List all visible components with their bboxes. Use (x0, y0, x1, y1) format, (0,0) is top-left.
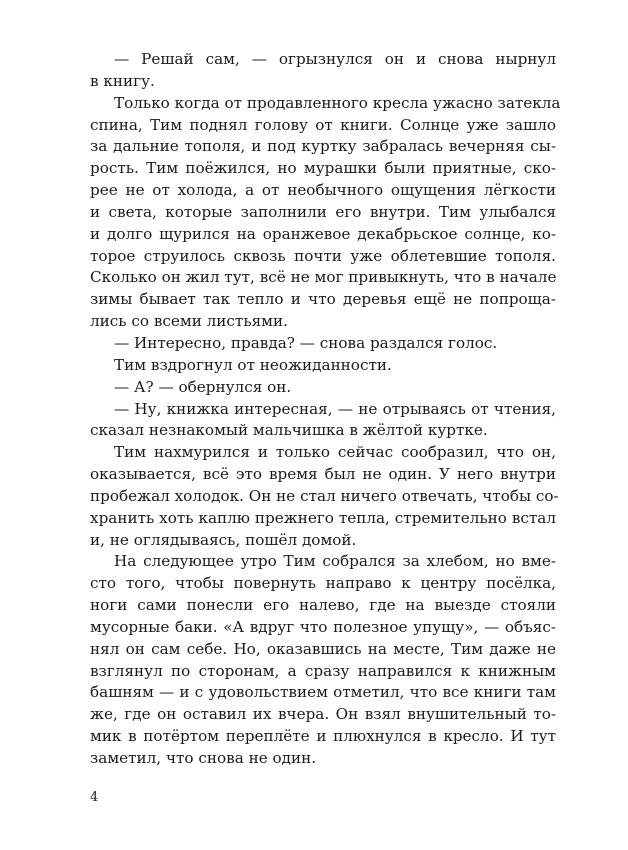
text-line: спина, Тим поднял голову от книги. Солнце уже зашло (90, 115, 556, 134)
text-line: На следующее утро Тим собрался за хлебом, но вме- (114, 552, 556, 571)
text-line: рее не от холода, а от необычного ощущения лёгкости (90, 181, 556, 200)
text-line: Только когда от продавленного кресла ужасно затекла (114, 93, 561, 112)
text-line: и долго щурился на оранжевое декабрьское солнце, ко- (90, 224, 556, 243)
text-line: в книгу. (90, 71, 155, 90)
text-line: зимы бывает так тепло и что деревья ещё не попроща- (90, 290, 556, 309)
text-line: нял он сам себе. Но, оказавшись на месте, Тим даже не (90, 639, 556, 658)
text-line: сказал незнакомый мальчишка в жёлтой куртке. (90, 421, 488, 440)
page-number: 4 (90, 790, 99, 805)
text-line: Сколько он жил тут, всё не мог привыкнуть, что в начале (90, 268, 557, 287)
text-line: и света, которые заполнили его внутри. Тим улыбался (90, 202, 556, 221)
text-line: за дальние тополя, и под куртку забралась вечерняя сы- (90, 137, 556, 156)
text-line: — Решай сам, — огрызнулся он и снова нырнул (114, 50, 556, 68)
text-line: Тим вздрогнул от неожиданности. (114, 355, 392, 374)
text-line: Тим нахмурился и только сейчас сообразил, что он, (114, 443, 556, 462)
text-line: рость. Тим поёжился, но мурашки были приятные, ско- (90, 159, 556, 178)
text-line: же, где он оставил их вчера. Он взял внушительный то- (90, 705, 556, 724)
text-line: мусорные баки. «А вдруг что полезное упущу», — объяс- (90, 617, 556, 636)
text-line: заметил, что снова не один. (90, 749, 317, 767)
text-line: мик в потёртом переплёте и плюхнулся в кресло. И тут (90, 727, 556, 746)
text-line: — Интересно, правда? — снова раздался голос. (114, 333, 498, 352)
text-line: и, не оглядываясь, пошёл домой. (90, 530, 357, 549)
text-line: оказывается, всё это время был не один. У него внутри (90, 465, 556, 484)
page-body (90, 49, 561, 770)
text-line: — А? — обернулся он. (114, 377, 292, 396)
text-line: хранить хоть каплю прежнего тепла, стремительно встал (90, 508, 556, 527)
text-line: ноги сами понесли его налево, где на выезде стояли (90, 596, 556, 615)
text-line: лись со всеми листьями. (90, 312, 288, 331)
text-line: взглянул по сторонам, а сразу направился к книжным (90, 661, 556, 680)
text-line: — Ну, книжка интересная, — не отрываясь от чтения, (114, 399, 556, 418)
text-line: торое струилось сквозь почти уже облетевшие тополя. (90, 246, 556, 265)
text-line: пробежал холодок. Он не стал ничего отвечать, чтобы со- (90, 486, 559, 505)
text-line: башням — и с удовольствием отметил, что все книги там (90, 683, 556, 702)
text-line: сто того, чтобы повернуть направо к центру посёлка, (90, 574, 556, 593)
